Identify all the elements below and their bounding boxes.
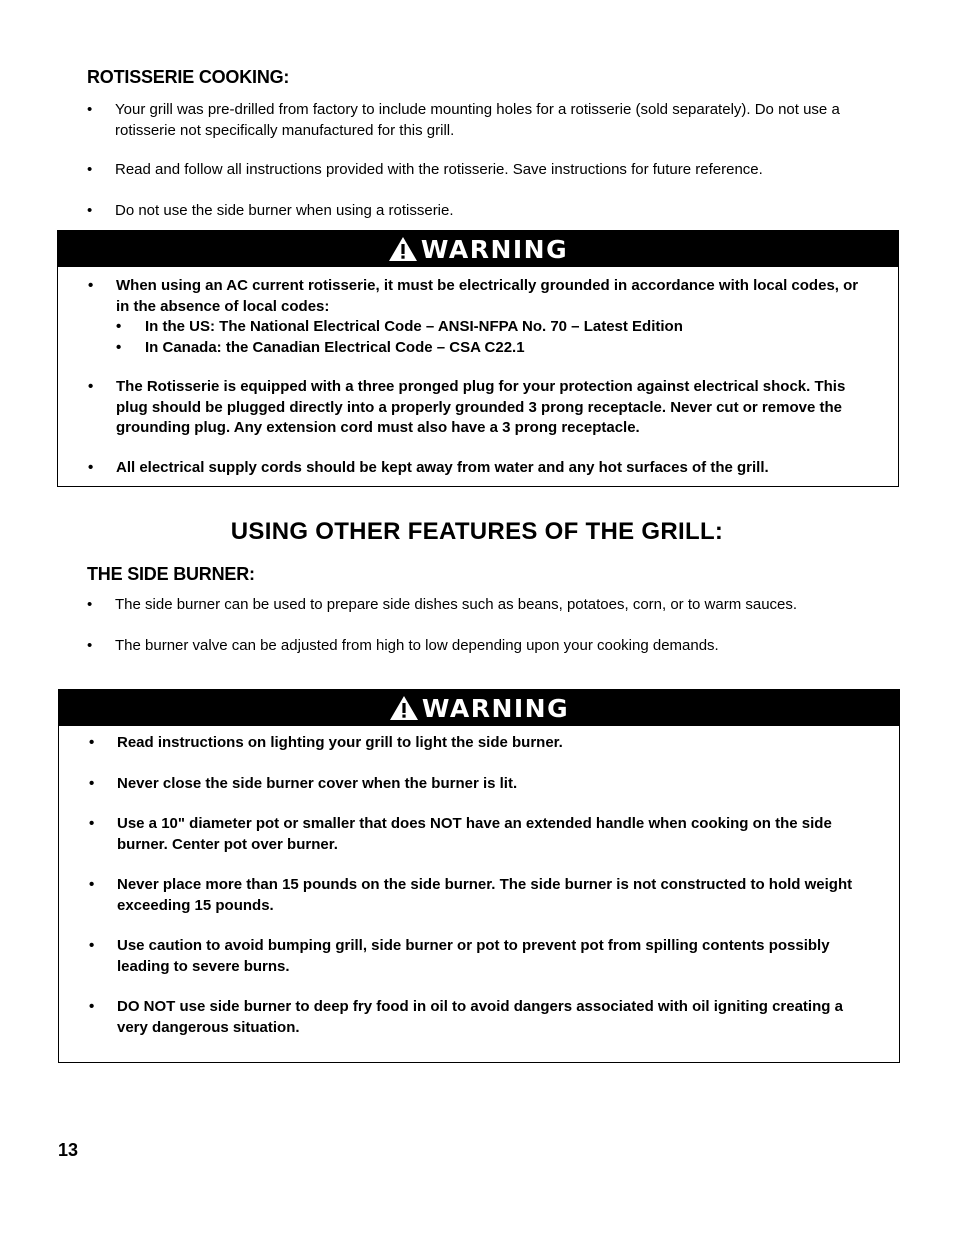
warning-box-side-burner: [58, 689, 900, 1063]
side-burner-list: [57, 595, 867, 656]
warning-header: [58, 231, 898, 267]
sub-list-item: • In Canada: the Canadian Electrical Code – CSA C22.1: [116, 338, 873, 359]
list-item: • All electrical supply cords should be kept away from water and any hot surfaces of the grill.: [58, 458, 873, 479]
list-item: • DO NOT use side burner to deep fry food in oil to avoid dangers associated with oil igniting creating a very dangerous situation.: [59, 997, 874, 1038]
warning-list: [59, 733, 874, 1038]
section-heading-side-burner: THE SIDE BURNER:: [87, 564, 255, 584]
section-title-features: USING OTHER FEATURES OF THE GRILL:: [230, 518, 724, 545]
list-item: • The side burner can be used to prepare side dishes such as beans, potatoes, corn, or to warm sauces.: [57, 595, 867, 616]
list-item: • Your grill was pre-drilled from factory to include mounting holes for a rotisserie (sold separately). Do not use a rotisserie not specifically manufactured for this grill.: [57, 100, 867, 141]
list-item-text: When using an AC current rotisserie, it must be electrically grounded in accordance with local codes, or in the absence of local codes:: [116, 277, 859, 315]
list-item: • The Rotisserie is equipped with a three pronged plug for your protection against electrical shock. This plug should be plugged directly into a properly grounded 3 prong receptacle. Never cut or remove the grounding plug. Any extension cord must also have a 3 prong receptacle.: [58, 377, 873, 439]
warning-triangle-icon: [389, 695, 419, 721]
warning-label: WARNING: [420, 234, 569, 264]
warning-header: [59, 690, 899, 726]
list-item: [58, 276, 873, 358]
warning-label: WARNING: [421, 693, 570, 723]
list-item: • Use a 10" diameter pot or smaller that does NOT have an extended handle when cooking on the side burner. Center pot over burner.: [59, 814, 874, 855]
page-number: 13: [58, 1140, 79, 1160]
warning-box-rotisserie: [57, 230, 899, 487]
section-heading-rotisserie: ROTISSERIE COOKING:: [87, 67, 290, 87]
rotisserie-list: [57, 100, 867, 221]
list-item: • The burner valve can be adjusted from high to low depending upon your cooking demands.: [57, 636, 867, 657]
list-item: • Read instructions on lighting your grill to light the side burner.: [59, 733, 874, 754]
warning-list: [58, 276, 873, 478]
list-item: • Read and follow all instructions provided with the rotisserie. Save instructions for future reference.: [57, 160, 867, 181]
sub-list-item: • In the US: The National Electrical Code – ANSI-NFPA No. 70 – Latest Edition: [116, 317, 873, 338]
warning-triangle-icon: [388, 236, 418, 262]
list-item: • Use caution to avoid bumping grill, side burner or pot to prevent pot from spilling contents possibly leading to severe burns.: [59, 936, 874, 977]
list-item: • Never place more than 15 pounds on the side burner. The side burner is not constructed to hold weight exceeding 15 pounds.: [59, 875, 874, 916]
sub-list: [116, 317, 873, 358]
list-item: • Do not use the side burner when using a rotisserie.: [57, 201, 867, 222]
list-item: • Never close the side burner cover when the burner is lit.: [59, 774, 874, 795]
